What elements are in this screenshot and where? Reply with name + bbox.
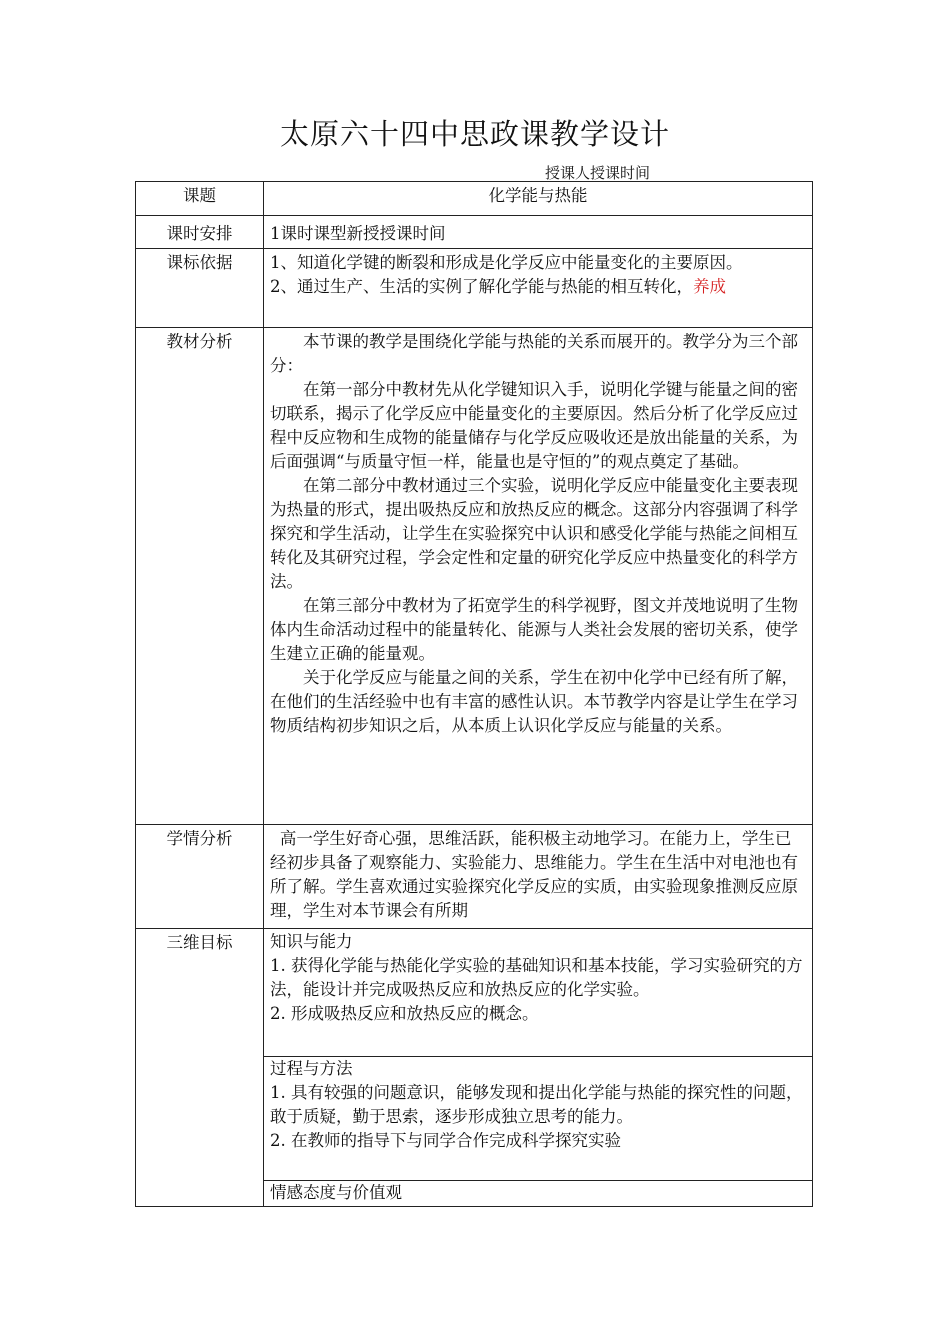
standard-item: 2、通过生产、生活的实例了解化学能与热能的相互转化， — [270, 277, 693, 296]
process-cell — [264, 1057, 813, 1181]
row-standard — [136, 249, 813, 328]
learner-text: 高一学生好奇心强，思维活跃，能积极主动地学习。在能力上，学生已经初步具备了观察能力、实验能力、思维能力。学生在生活中对电池也有所了解。学生喜欢通过实验探究化学反应的实质，由实验现象推测反应原理，学生对本节课会有所期 — [270, 829, 798, 920]
standard-cell — [264, 249, 813, 328]
schedule-value: 1课时课型新授授课时间 — [264, 216, 813, 249]
knowledge-heading: 知识与能力 — [270, 932, 353, 951]
emotion-heading: 情感态度与价值观 — [264, 1181, 813, 1207]
standard-item: 1、知道化学键的断裂和形成是化学反应中能量变化的主要原因。 — [270, 253, 743, 272]
process-item: 1. 具有较强的问题意识，能够发现和提出化学能与热能的探究性的问题，敢于质疑，勤于思索，逐步形成独立思考的能力。 — [270, 1083, 803, 1126]
row-schedule — [136, 216, 813, 249]
knowledge-cell — [264, 929, 813, 1057]
textbook-paragraph: 本节课的教学是围绕化学能与热能的关系而展开的。教学分为三个部分： — [270, 332, 798, 375]
textbook-paragraph: 在第二部分中教材通过三个实验，说明化学反应中能量变化主要表现为热量的形式，提出吸热反应和放热反应的概念。这部分内容强调了科学探究和学生活动，让学生在实验探究中认识和感受化学能与热能之间相互转化及其研究过程，学会定性和定量的研究化学反应中热量变化的科学方法。 — [270, 476, 798, 591]
document-title: 太原六十四中思政课教学设计 — [279, 117, 670, 151]
schedule-label: 课时安排 — [136, 216, 264, 249]
knowledge-item: 2. 形成吸热反应和放热反应的概念。 — [270, 1004, 539, 1023]
topic-value: 化学能与热能 — [264, 182, 813, 216]
textbook-paragraph: 在第三部分中教材为了拓宽学生的科学视野，图文并茂地说明了生物体内生命活动过程中的能量转化、能源与人类社会发展的密切关系，使学生建立正确的能量观。 — [270, 596, 798, 663]
standard-red-text: 养成 — [693, 277, 726, 296]
topic-label: 课题 — [136, 182, 264, 216]
row-goals-knowledge — [136, 929, 813, 1057]
standard-label: 课标依据 — [136, 249, 264, 328]
process-heading: 过程与方法 — [270, 1059, 353, 1078]
byline: 授课人授课时间 — [545, 164, 651, 182]
textbook-label: 教材分析 — [136, 328, 264, 825]
learner-cell — [264, 825, 813, 929]
row-learner — [136, 825, 813, 929]
row-topic — [136, 182, 813, 216]
knowledge-item: 1. 获得化学能与热能化学实验的基础知识和基本技能，学习实验研究的方法，能设计并完成吸热反应和放热反应的化学实验。 — [270, 956, 803, 999]
process-item: 2. 在教师的指导下与同学合作完成科学探究实验 — [270, 1131, 621, 1150]
goals-label: 三维目标 — [136, 929, 264, 1207]
learner-label: 学情分析 — [136, 825, 264, 929]
textbook-paragraph: 关于化学反应与能量之间的关系，学生在初中化学中已经有所了解，在他们的生活经验中也有丰富的感性认识。本节教学内容是让学生在学习物质结构初步知识之后，从本质上认识化学反应与能量的关系。 — [270, 668, 798, 735]
lesson-plan-table — [135, 181, 813, 1207]
textbook-cell — [264, 328, 813, 825]
textbook-paragraph: 在第一部分中教材先从化学键知识入手，说明化学键与能量之间的密切联系，揭示了化学反应中能量变化的主要原因。然后分析了化学反应过程中反应物和生成物的能量储存与化学反应吸收还是放出能量的关系，为后面强调“与质量守恒一样，能量也是守恒的”的观点奠定了基础。 — [270, 380, 798, 471]
row-textbook — [136, 328, 813, 825]
